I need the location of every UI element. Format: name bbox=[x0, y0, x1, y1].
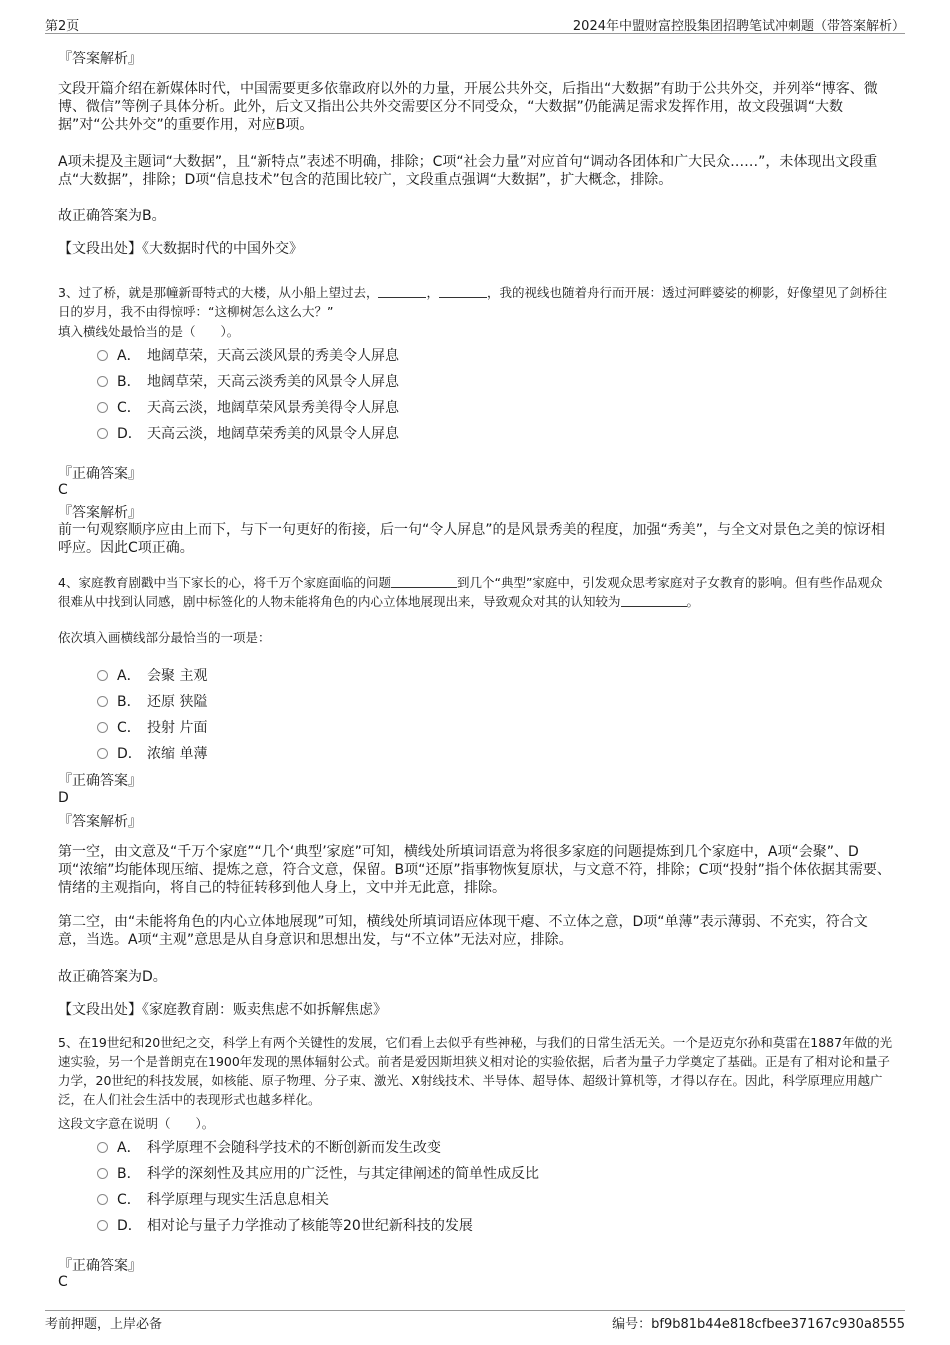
q4-source bbox=[58, 999, 387, 1019]
radio-icon[interactable] bbox=[97, 748, 108, 759]
q3-option-d[interactable] bbox=[97, 423, 399, 443]
q3-option-c[interactable] bbox=[97, 397, 399, 417]
option-letter: B． bbox=[117, 1166, 141, 1182]
q2-source-label: 【文段出处】 bbox=[58, 241, 142, 257]
q3-blank-2 bbox=[439, 285, 487, 298]
option-text: 相对论与量子力学推动了核能等20世纪新科技的发展 bbox=[147, 1218, 473, 1234]
option-text: 投射 片面 bbox=[147, 720, 208, 736]
q2-analysis-p2: A项未提及主题词“大数据”，且“新特点”表述不明确，排除；C项“社会力量”对应首句“调动各团体和广大民众……”，未体现出文段重点“大数据”，排除；D项“信息技术”包含的范围比较广，文段重点强调“大数据”，扩大概念，排除。 bbox=[58, 154, 878, 188]
q4-option-c[interactable] bbox=[97, 717, 207, 737]
q2-source-title: 《大数据时代的中国外交》 bbox=[142, 241, 303, 257]
option-letter: C． bbox=[117, 1192, 141, 1208]
option-letter: B． bbox=[117, 374, 141, 390]
q3-correct-label: 『正确答案』 bbox=[58, 466, 142, 482]
q4-option-b[interactable] bbox=[97, 691, 207, 711]
radio-icon[interactable] bbox=[97, 376, 108, 387]
q5-stem: 5、在19世纪和20世纪之交，科学上有两个关键性的发展，它们看上去似乎有些神秘，与我们的日常生活无关。一个是迈克尔孙和莫雷在1887年做的光速实验，另一个是普朗克在1900年发现的黑体辐射公式。前者是爱因斯坦狭义相对论的实验依据，后者为量子力学奠定了基础。正是有了相对论和量子力学，20世纪的科技发展，如核能、原子物理、分子束、激光、X射线技术、半导体、超导体、超级计算机等，才得以存在。因此，科学原理应用越广泛，在人们社会生活中的表现形式也越多样化。 bbox=[58, 1035, 893, 1107]
q4-prompt: 依次填入画横线部分最恰当的一项是： bbox=[58, 630, 271, 645]
q2-analysis-label: 『答案解析』 bbox=[58, 51, 142, 67]
option-letter: B． bbox=[117, 694, 141, 710]
option-text: 科学原理不会随科学技术的不断创新而发生改变 bbox=[147, 1140, 441, 1156]
q4-stem-b: 到几个“典型”家庭中，引发观众思考家庭对子女教育的影响。但有些作品观众很难从中找到认同感，剧中标签化的人物未能将角色的内心立体地展现出来，导致观众对其的认知较为 bbox=[58, 575, 883, 609]
q3-analysis-label: 『答案解析』 bbox=[58, 505, 142, 521]
option-text: 天高云淡，地阔草荣风景秀美得令人屏息 bbox=[147, 400, 399, 416]
option-letter: A． bbox=[117, 1140, 141, 1156]
option-text: 科学原理与现实生活息息相关 bbox=[147, 1192, 329, 1208]
option-letter: A． bbox=[117, 348, 141, 364]
option-letter: A． bbox=[117, 668, 141, 684]
q3-prompt: 填入横线处最恰当的是（ ）。 bbox=[58, 324, 240, 339]
q3-option-b[interactable] bbox=[97, 371, 399, 391]
q4-blank-2 bbox=[621, 594, 687, 607]
q4-source-label: 【文段出处】 bbox=[58, 1002, 142, 1018]
q3-stem-b: ，我的视线也随着舟行而开展：透过河畔婆娑的柳影，好像望见了剑桥往日的岁月，我不由得惊呼：“这柳树怎么这么大？” bbox=[58, 285, 887, 319]
option-text: 地阔草荣，天高云淡秀美的风景令人屏息 bbox=[147, 374, 399, 390]
footer-slogan: 考前押题，上岸必备 bbox=[45, 1317, 163, 1332]
radio-icon[interactable] bbox=[97, 696, 108, 707]
q5-option-b[interactable] bbox=[97, 1163, 539, 1183]
q4-analysis-p1: 第一空，由文意及“千万个家庭”“几个‘典型’家庭”可知，横线处所填词语意为将很多家庭的问题提炼到几个家庭中，A项“会聚”、D项“浓缩”均能体现压缩、提炼之意，符合文意，保留。B项“还原”指事物恢复原状，与文意不符，排除；C项“投射”指个体依据其需要、情绪的主观指向，将自己的特征转移到他人身上，文中并无此意，排除。 bbox=[58, 844, 891, 896]
q5-option-d[interactable] bbox=[97, 1215, 473, 1235]
header-divider bbox=[45, 33, 905, 34]
document-title: 2024年中盟财富控股集团招聘笔试冲刺题（带答案解析） bbox=[572, 19, 905, 34]
option-text: 科学的深刻性及其应用的广泛性，与其定律阐述的简单性成反比 bbox=[147, 1166, 539, 1182]
option-letter: C． bbox=[117, 400, 141, 416]
q4-stem-c: 。 bbox=[686, 594, 700, 609]
radio-icon[interactable] bbox=[97, 1142, 108, 1153]
option-letter: D． bbox=[117, 746, 142, 762]
q2-analysis-p1: 文段开篇介绍在新媒体时代，中国需要更多依靠政府以外的力量，开展公共外交，后指出“大数据”有助于公共外交，并列举“博客、微博、微信”等例子具体分析。此外，后文又指出公共外交需要区分不同受众，“大数据”仍能满足需求发挥作用，故文段强调“大数据”对“公共外交”的重要作用，对应B项。 bbox=[58, 81, 878, 133]
q3-answer: C bbox=[58, 482, 68, 498]
q4-blank-1 bbox=[391, 575, 457, 588]
q4-conclusion: 故正确答案为D。 bbox=[58, 969, 167, 985]
option-text: 浓缩 单薄 bbox=[147, 746, 208, 762]
q4-option-d[interactable] bbox=[97, 743, 207, 763]
page-number: 第2页 bbox=[45, 19, 80, 34]
q4-source-title: 《家庭教育剧：贩卖焦虑不如拆解焦虑》 bbox=[142, 1002, 387, 1018]
radio-icon[interactable] bbox=[97, 1168, 108, 1179]
q3-stem bbox=[58, 283, 893, 321]
document-id: 编号：bf9b81b44e818cfbee37167c930a8555 bbox=[612, 1317, 905, 1332]
q4-analysis-label: 『答案解析』 bbox=[58, 814, 142, 830]
q5-option-c[interactable] bbox=[97, 1189, 329, 1209]
q5-option-a[interactable] bbox=[97, 1137, 441, 1157]
q5-answer: C bbox=[58, 1274, 68, 1290]
q2-source bbox=[58, 238, 303, 258]
option-letter: D． bbox=[117, 426, 142, 442]
q3-option-a[interactable] bbox=[97, 345, 399, 365]
option-text: 地阔草荣，天高云淡风景的秀美令人屏息 bbox=[147, 348, 399, 364]
radio-icon[interactable] bbox=[97, 1194, 108, 1205]
q3-blank-1 bbox=[378, 285, 426, 298]
option-text: 会聚 主观 bbox=[147, 668, 208, 684]
q3-analysis: 前一句观察顺序应由上而下，与下一句更好的衔接，后一句“令人屏息”的是风景秀美的程度，加强“秀美”，与全文对景色之美的惊讶相呼应。因此C项正确。 bbox=[58, 522, 886, 556]
q5-prompt: 这段文字意在说明（ ）。 bbox=[58, 1116, 215, 1131]
q4-stem-a: 4、家庭教育剧戳中当下家长的心，将千万个家庭面临的问题 bbox=[58, 575, 391, 590]
radio-icon[interactable] bbox=[97, 402, 108, 413]
q3-stem-sep: ， bbox=[426, 285, 439, 300]
option-letter: C． bbox=[117, 720, 141, 736]
q4-analysis-p2: 第二空，由“未能将角色的内心立体地展现”可知，横线处所填词语应体现干瘪、不立体之意，D项“单薄”表示薄弱、不充实，符合文意，当选。A项“主观”意思是从自身意识和思想出发，与“不立体”无法对应，排除。 bbox=[58, 914, 868, 948]
q3-stem-a: 3、过了桥，就是那幢新哥特式的大楼，从小船上望过去， bbox=[58, 285, 379, 300]
q4-stem bbox=[58, 573, 893, 611]
radio-icon[interactable] bbox=[97, 350, 108, 361]
option-text: 天高云淡，地阔草荣秀美的风景令人屏息 bbox=[147, 426, 399, 442]
option-text: 还原 狭隘 bbox=[147, 694, 208, 710]
radio-icon[interactable] bbox=[97, 1220, 108, 1231]
q5-correct-label: 『正确答案』 bbox=[58, 1258, 142, 1274]
q2-conclusion: 故正确答案为B。 bbox=[58, 208, 166, 224]
radio-icon[interactable] bbox=[97, 722, 108, 733]
q4-correct-label: 『正确答案』 bbox=[58, 773, 142, 789]
radio-icon[interactable] bbox=[97, 670, 108, 681]
option-letter: D． bbox=[117, 1218, 142, 1234]
radio-icon[interactable] bbox=[97, 428, 108, 439]
q4-answer: D bbox=[58, 790, 69, 806]
footer-divider bbox=[45, 1310, 905, 1311]
q4-option-a[interactable] bbox=[97, 665, 207, 685]
